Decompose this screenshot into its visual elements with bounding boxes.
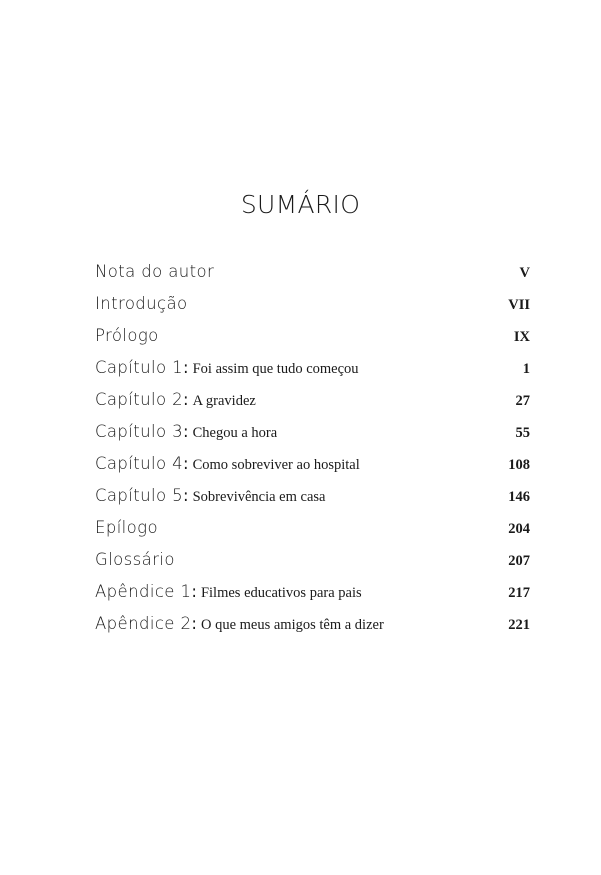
entry-label: Capítulo 1 bbox=[95, 358, 184, 377]
toc-entry bbox=[95, 486, 530, 518]
table-of-contents bbox=[95, 262, 530, 646]
entry-subtitle: Filmes educativos para pais bbox=[200, 585, 362, 601]
entry-page-number: 146 bbox=[508, 489, 530, 505]
entry-subtitle: Como sobreviver ao hospital bbox=[192, 457, 360, 473]
toc-entry bbox=[95, 262, 530, 294]
entry-page-number: 1 bbox=[522, 361, 530, 377]
entry-separator: : bbox=[183, 454, 189, 473]
entry-page-number: 27 bbox=[515, 393, 530, 409]
entry-subtitle: Sobrevivência em casa bbox=[192, 489, 326, 505]
toc-entry bbox=[95, 614, 530, 646]
toc-entry bbox=[95, 582, 530, 614]
toc-entry bbox=[95, 454, 530, 486]
entry-separator: : bbox=[191, 582, 197, 601]
entry-page-number: V bbox=[519, 265, 530, 281]
toc-entry bbox=[95, 294, 530, 326]
toc-entry bbox=[95, 358, 530, 390]
entry-label: Capítulo 5 bbox=[95, 486, 184, 505]
entry-label: Introdução bbox=[95, 294, 188, 313]
toc-entry bbox=[95, 390, 530, 422]
entry-page-number: 221 bbox=[508, 617, 530, 633]
entry-separator: : bbox=[183, 422, 189, 441]
entry-label: Epílogo bbox=[95, 518, 158, 537]
entry-page-number: 217 bbox=[508, 585, 530, 601]
entry-label: Apêndice 1 bbox=[95, 582, 192, 601]
entry-label: Nota do autor bbox=[95, 262, 215, 281]
entry-label: Capítulo 4 bbox=[95, 454, 184, 473]
entry-page-number: 55 bbox=[515, 425, 530, 441]
entry-separator: : bbox=[191, 614, 197, 633]
toc-entry bbox=[95, 518, 530, 550]
entry-page-number: 108 bbox=[508, 457, 530, 473]
entry-subtitle: Foi assim que tudo começou bbox=[192, 361, 359, 377]
toc-entry bbox=[95, 326, 530, 358]
page-title: SUMÁRIO bbox=[240, 190, 361, 219]
toc-entry bbox=[95, 422, 530, 454]
entry-separator: : bbox=[183, 486, 189, 505]
entry-subtitle: O que meus amigos têm a dizer bbox=[200, 617, 384, 633]
entry-label: Prólogo bbox=[95, 326, 159, 345]
entry-separator: : bbox=[183, 390, 189, 409]
entry-subtitle: A gravidez bbox=[192, 393, 256, 409]
entry-separator: : bbox=[183, 358, 189, 377]
entry-page-number: 204 bbox=[508, 521, 530, 537]
entry-page-number: 207 bbox=[508, 553, 530, 569]
entry-subtitle: Chegou a hora bbox=[192, 425, 278, 441]
entry-page-number: IX bbox=[513, 329, 530, 345]
entry-page-number: VII bbox=[508, 297, 530, 313]
entry-label: Capítulo 2 bbox=[95, 390, 184, 409]
entry-label: Apêndice 2 bbox=[95, 614, 192, 633]
entry-label: Capítulo 3 bbox=[95, 422, 184, 441]
entry-label: Glossário bbox=[95, 550, 175, 569]
toc-entry bbox=[95, 550, 530, 582]
